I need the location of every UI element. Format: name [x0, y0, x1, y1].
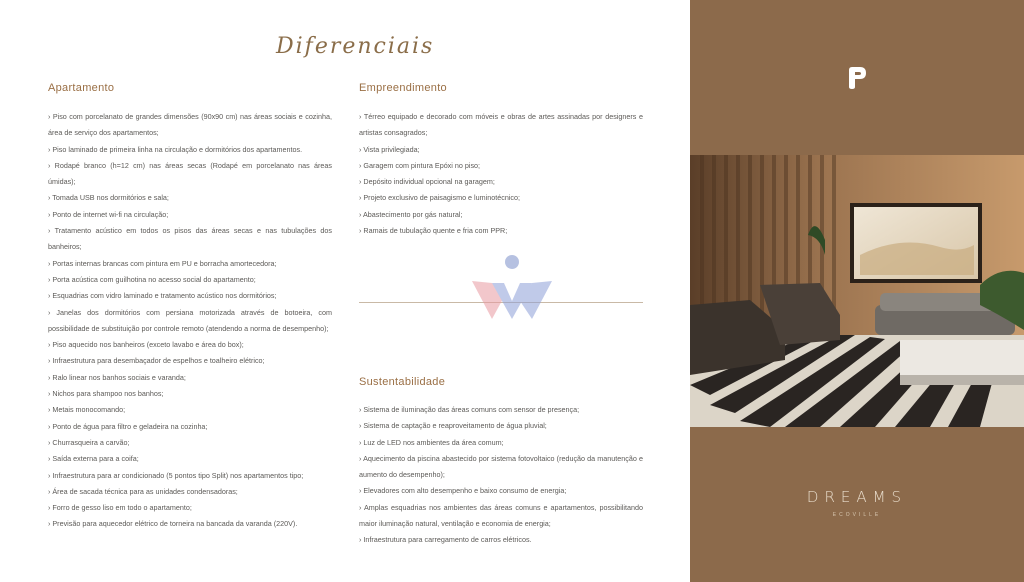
- list-item: › Ponto de água para filtro e geladeira na cozinha;: [48, 421, 208, 431]
- list-item: › Depósito individual opcional na garagem;: [359, 177, 495, 187]
- brand-subtitle: ECOVILLE: [832, 512, 882, 518]
- list-item: › Térreo equipado e decorado com móveis e obras de artes assinadas por designers e artistas consagrados;: [359, 112, 643, 138]
- list-item: › Piso aquecido nos banheiros (exceto lavabo e área do box);: [48, 340, 244, 350]
- section-heading-apartamento: Apartamento: [48, 82, 115, 94]
- page-title: Diferenciais: [276, 34, 435, 59]
- list-item: › Metais monocomando;: [48, 405, 126, 415]
- list-item: › Saída externa para a coifa;: [48, 454, 139, 464]
- list-sustentabilidade: [359, 402, 643, 549]
- watermark-logo-icon: [470, 253, 554, 323]
- list-item: › Infraestrutura para carregamento de carros elétricos.: [359, 535, 532, 545]
- list-item: › Projeto exclusivo de paisagismo e luminotécnico;: [359, 193, 520, 203]
- list-item: › Aquecimento da piscina abastecido por sistema fotovoltaico (redução da manutenção e aumento do desempenho);: [359, 453, 643, 480]
- list-item: › Ramais de tubulação quente e fria com PPR;: [359, 226, 508, 236]
- lobby-photo: [690, 155, 1024, 427]
- list-item: › Churrasqueira a carvão;: [48, 437, 130, 447]
- list-item: › Infraestrutura para desembaçador de espelhos e toalheiro elétrico;: [48, 356, 265, 366]
- list-item: › Forro de gesso liso em todo o apartamento;: [48, 503, 192, 513]
- list-item: › Tomada USB nos dormitórios e sala;: [48, 193, 169, 203]
- list-item: › Vista privilegiada;: [359, 144, 420, 154]
- list-item: › Portas internas brancas com pintura em PU e borracha amortecedora;: [48, 258, 277, 268]
- list-item: › Tratamento acústico em todos os pisos das áreas secas e nas tubulações dos banheiros;: [48, 226, 332, 252]
- list-item: › Janelas dos dormitórios com persiana motorizada através de botoeira, com possibilidade de substituição por controle remoto (atendendo a norma de desempenho);: [48, 307, 332, 333]
- list-item: › Ponto de internet wi-fi na circulação;: [48, 209, 169, 219]
- list-item: › Piso com porcelanato de grandes dimensões (90x90 cm) nas áreas sociais e cozinha, área de serviço dos apartamentos;: [48, 112, 332, 138]
- section-heading-empreendimento: Empreendimento: [359, 82, 447, 94]
- list-item: › Porta acústica com guilhotina no acesso social do apartamento;: [48, 274, 256, 284]
- list-item: › Abastecimento por gás natural;: [359, 209, 463, 219]
- list-item: › Sistema de captação e reaproveitamento de água pluvial;: [359, 421, 547, 431]
- list-item: › Ralo linear nos banhos sociais e varanda;: [48, 372, 186, 382]
- list-item: › Piso laminado de primeira linha na circulação e dormitórios dos apartamentos.: [48, 144, 303, 154]
- list-item: › Garagem com pintura Epóxi no piso;: [359, 160, 481, 170]
- brand-mark-icon: [847, 66, 867, 90]
- list-item: › Esquadrias com vidro laminado e tratamento acústico nos dormitórios;: [48, 291, 277, 301]
- right-panel: [690, 0, 1024, 582]
- list-item: › Sistema de iluminação das áreas comuns com sensor de presença;: [359, 405, 580, 414]
- list-item: › Elevadores com alto desempenho e baixo consumo de energia;: [359, 486, 567, 496]
- list-item: › Rodapé branco (h=12 cm) nas áreas secas (Rodapé em porcelanato nas áreas úmidas);: [48, 160, 332, 187]
- brand-name: DREAMS: [806, 488, 908, 506]
- list-apartamento: [48, 109, 332, 533]
- list-item: › Previsão para aquecedor elétrico de torneira na bancada da varanda (220V).: [48, 519, 298, 529]
- list-item: › Infraestrutura para ar condicionado (5 pontos tipo Split) nos apartamentos tipo;: [48, 470, 304, 480]
- list-item: › Amplas esquadrias nos ambientes das áreas comuns e apartamentos, possibilitando maior iluminação natural, ventilação e economia de energia;: [359, 502, 643, 529]
- section-heading-sustentabilidade: Sustentabilidade: [359, 376, 446, 388]
- list-empreendimento: [359, 109, 643, 239]
- list-item: › Área de sacada técnica para as unidades condensadoras;: [48, 486, 238, 496]
- list-item: › Nichos para shampoo nos banhos;: [48, 389, 164, 399]
- list-item: › Luz de LED nos ambientes da área comum;: [359, 437, 504, 447]
